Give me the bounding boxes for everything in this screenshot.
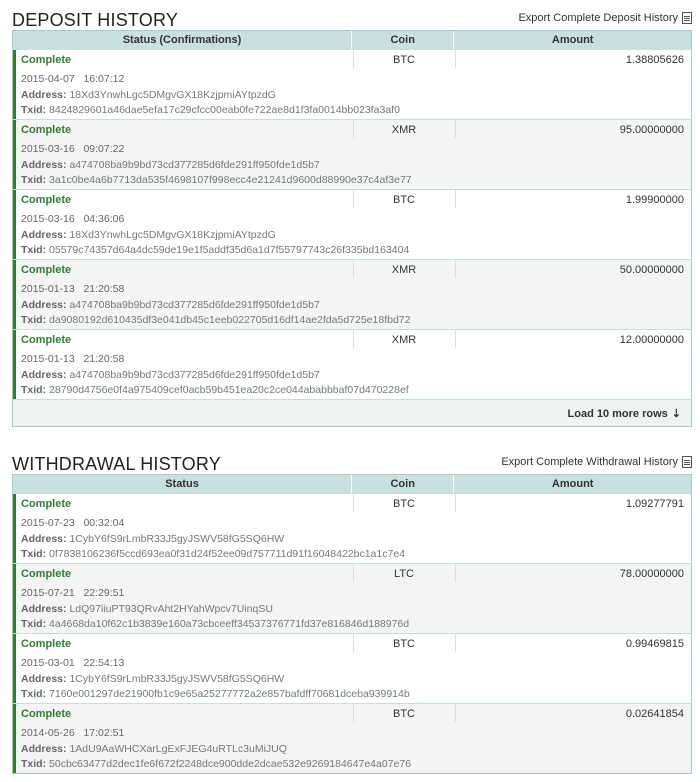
load-more-button[interactable] [568,407,681,420]
status-indicator-bar [13,494,16,563]
export-deposit-history-link[interactable] [518,12,692,24]
table-row[interactable] [13,493,691,563]
txid-value[interactable]: 28790d4756e0f4a975409cef0acb59b451ea20c2ce044ababbbaf07d470228ef [49,384,409,396]
address-value[interactable]: 18Xd3YnwhLgc5DMgvGX18KzjpmiAYtpzdG [69,229,276,241]
address-line [21,159,320,171]
status-text: Complete [21,568,72,580]
status-indicator-bar [13,120,16,189]
txid-value[interactable]: 4a4668da10f62c1b3839e160a73cbceeff34537376771fd37e816846d188976d [49,618,410,630]
status-indicator-bar [13,704,16,773]
timestamp: 2015-04-07 16:07:12 [21,73,125,85]
txid-line [21,618,409,630]
address-label: Address: [21,89,67,101]
timestamp: 2015-03-01 22:54:13 [21,657,125,669]
address-line [21,89,276,101]
column-divider [455,190,456,208]
coin-text: BTC [393,498,415,510]
header-status[interactable]: Status [13,475,352,493]
address-label: Address: [21,673,67,685]
header-status[interactable]: Status (Confirmations) [13,31,352,49]
address-line [21,743,287,755]
table-row[interactable] [13,329,691,399]
amount-text: 95.00000000 [619,124,684,136]
txid-line [21,688,410,700]
deposit-table-footer [13,399,691,426]
address-line [21,673,284,685]
coin-text: XMR [391,334,417,346]
amount-text: 0.02641854 [625,708,684,720]
coin-text: BTC [393,708,415,720]
withdrawal-history-title: WITHDRAWAL HISTORY [12,454,221,474]
document-icon[interactable] [682,12,692,24]
coin-text: BTC [393,638,415,650]
status-indicator-bar [13,260,16,329]
address-value[interactable]: 1CybY6fS9rLmbR33J5gyJSWV58fG5SQ6HW [69,533,285,545]
address-label: Address: [21,159,67,171]
txid-label: Txid: [21,618,47,630]
txid-value[interactable]: 3a1c0be4a6b7713da535f4698107f998ecc4e21241d9600d88990e37c4af3e77 [49,174,412,186]
address-line [21,533,284,545]
column-divider [455,120,456,138]
status-indicator-bar [13,634,16,703]
status-indicator-bar [13,190,16,259]
column-divider [455,50,456,68]
address-label: Address: [21,603,67,615]
address-value[interactable]: LdQ97iiuPT93QRvAht2HYahWpcv7UinqSU [69,603,273,615]
table-row[interactable] [13,703,691,773]
table-row[interactable] [13,119,691,189]
coin-text: BTC [393,54,415,66]
export-withdrawal-label[interactable]: Export Complete Withdrawal History [501,456,678,468]
txid-line [21,244,409,256]
column-divider [455,634,456,652]
timestamp: 2015-01-13 21:20:58 [21,353,125,365]
withdrawal-table-header [13,475,691,493]
address-value[interactable]: a474708ba9b9bd73cd377285d6fde291ff950fde1d5b7 [69,159,320,171]
status-text: Complete [21,124,72,136]
txid-value[interactable]: da9080192d610435df3e041db45c1eeb022705d16df14ae2fda5d725e18fbd72 [49,314,411,326]
column-divider [455,260,456,278]
status-text: Complete [21,264,72,276]
txid-label: Txid: [21,548,47,560]
deposit-table [12,30,692,427]
txid-value[interactable]: 7160e001297de21900fb1c9e65a25277772a2e857bafdff70681dceba939914b [49,688,410,700]
column-divider [455,704,456,722]
txid-value[interactable]: 8424829601a46dae5efa17c29cfcc00eab0fe722ae8d1f3fa0014bb023fa3af0 [49,104,400,116]
amount-text: 1.09277791 [625,498,684,510]
timestamp: 2015-03-16 04:36:06 [21,213,125,225]
header-coin[interactable]: Coin [352,475,454,493]
status-text: Complete [21,498,72,510]
timestamp: 2015-07-23 00:32:04 [21,517,125,529]
address-value[interactable]: 18Xd3YnwhLgc5DMgvGX18KzjpmiAYtpzdG [69,89,276,101]
txid-label: Txid: [21,688,47,700]
column-divider [455,494,456,512]
address-value[interactable]: a474708ba9b9bd73cd377285d6fde291ff950fde1d5b7 [69,299,320,311]
coin-text: LTC [394,568,414,580]
txid-line [21,104,400,116]
txid-label: Txid: [21,174,47,186]
address-label: Address: [21,229,67,241]
timestamp: 2015-03-16 09:07:22 [21,143,125,155]
export-deposit-label[interactable]: Export Complete Deposit History [518,12,678,24]
document-icon[interactable] [682,456,692,468]
address-label: Address: [21,299,67,311]
status-text: Complete [21,194,72,206]
txid-value[interactable]: 50cbc63477d2dec1fe6f672f2248dce900dde2dcae532e9269184647e4a07e76 [49,758,412,770]
txid-line [21,384,409,396]
table-row[interactable] [13,633,691,703]
sort-down-icon[interactable]: ⇣ [671,408,681,420]
amount-text: 1.38805626 [625,54,684,66]
table-row[interactable] [13,563,691,633]
amount-text: 12.00000000 [619,334,684,346]
txid-label: Txid: [21,104,47,116]
address-value[interactable]: 1AdU9AaWHCXarLgExFJEG4uRTLc3uMiJUQ [69,743,287,755]
withdrawal-table [12,474,692,774]
status-indicator-bar [13,564,16,633]
deposit-history-title: DEPOSIT HISTORY [12,10,179,30]
header-coin[interactable]: Coin [352,31,454,49]
coin-text: BTC [393,194,415,206]
status-text: Complete [21,638,72,650]
address-label: Address: [21,533,67,545]
address-line [21,229,276,241]
amount-text: 0.99469815 [625,638,684,650]
status-text: Complete [21,54,72,66]
column-divider [455,564,456,582]
timestamp: 2014-05-26 17:02:51 [21,727,125,739]
load-more-label[interactable]: Load 10 more rows [567,407,668,420]
deposit-table-header [13,31,691,49]
status-indicator-bar [13,50,16,119]
txid-line [21,174,412,186]
coin-text: XMR [391,264,417,276]
txid-line [21,758,411,770]
table-row[interactable] [13,189,691,259]
export-withdrawal-history-link[interactable] [501,456,692,468]
header-amount[interactable]: Amount [551,34,594,46]
txid-line [21,548,405,560]
address-label: Address: [21,369,67,381]
txid-label: Txid: [21,244,47,256]
timestamp: 2015-01-13 21:20:58 [21,283,125,295]
txid-label: Txid: [21,758,47,770]
status-indicator-bar [13,330,16,399]
coin-text: XMR [391,124,417,136]
header-amount[interactable]: Amount [551,478,594,490]
address-line [21,603,273,615]
txid-value[interactable]: 0f7838106236f5ccd693ea0f31d24f52ee09d757711d91f16048422bc1a1c7e4 [49,548,406,560]
status-text: Complete [21,708,72,720]
address-line [21,299,320,311]
address-line [21,369,320,381]
deposit-history-section [12,8,692,427]
table-row[interactable] [13,259,691,329]
txid-line [21,314,410,326]
txid-label: Txid: [21,314,47,326]
table-row[interactable] [13,49,691,119]
txid-label: Txid: [21,384,47,396]
status-text: Complete [21,334,72,346]
txid-value[interactable]: 05579c74357d64a4dc59de19e1f5addf35d6a1d7f55797743c26f335bd163404 [49,244,410,256]
address-label: Address: [21,743,67,755]
amount-text: 1.99900000 [625,194,684,206]
address-value[interactable]: 1CybY6fS9rLmbR33J5gyJSWV58fG5SQ6HW [69,673,285,685]
amount-text: 50.00000000 [619,264,684,276]
amount-text: 78.00000000 [619,568,684,580]
column-divider [455,330,456,348]
withdrawal-history-section [12,452,692,774]
address-value[interactable]: a474708ba9b9bd73cd377285d6fde291ff950fde1d5b7 [69,369,320,381]
timestamp: 2015-07-21 22:29:51 [21,587,125,599]
